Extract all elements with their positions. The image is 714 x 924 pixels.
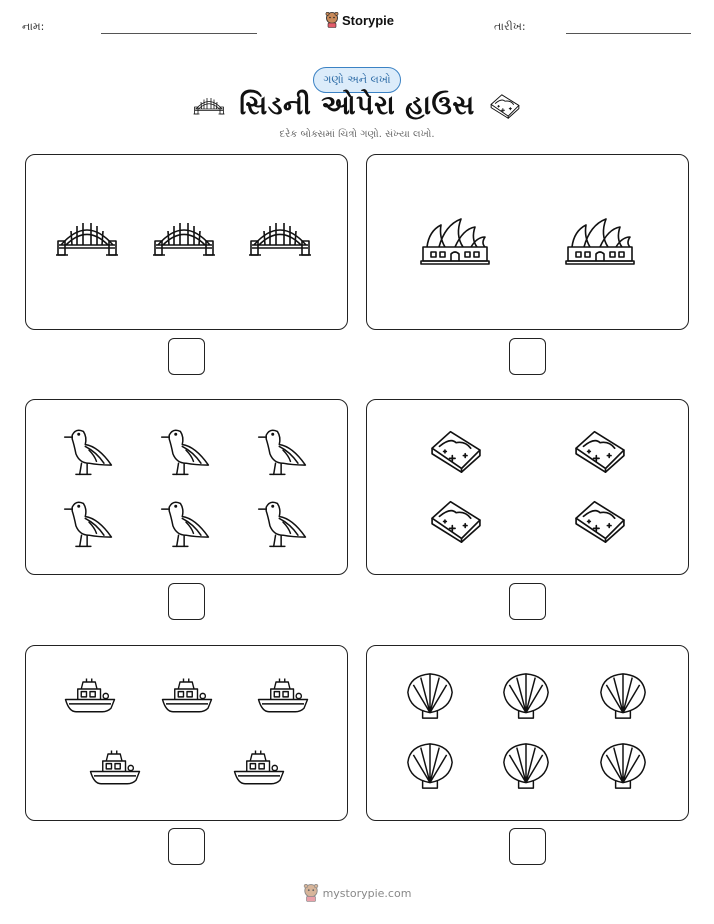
opera-house-icon bbox=[419, 215, 491, 267]
answer-box-seagulls[interactable] bbox=[168, 583, 205, 620]
boat-icon bbox=[255, 676, 311, 716]
opal-gem-icon bbox=[428, 428, 484, 474]
scallop-shell-icon bbox=[404, 742, 456, 790]
storypie-mascot-icon bbox=[325, 12, 339, 28]
page-title: સિડની ઓપેરા હાઉસ bbox=[239, 90, 475, 121]
date-label: તારીખ: bbox=[494, 20, 526, 33]
count-box-bridges bbox=[25, 154, 348, 330]
brand-name: Storypie bbox=[342, 12, 395, 28]
title-row bbox=[0, 90, 714, 122]
name-field[interactable] bbox=[101, 33, 257, 34]
name-label: નામ: bbox=[22, 20, 45, 33]
count-box-shells bbox=[366, 645, 689, 821]
scallop-shell-icon bbox=[500, 742, 552, 790]
seagull-icon bbox=[61, 424, 117, 480]
opera-house-icon bbox=[564, 215, 636, 267]
instruction: દરેક બોક્સમાં ચિત્રો ગણો. સંખ્યા લખો. bbox=[279, 129, 435, 140]
opal-gem-icon bbox=[428, 498, 484, 544]
boat-icon bbox=[159, 676, 215, 716]
boat-icon bbox=[87, 748, 143, 788]
harbour-bridge-icon bbox=[248, 219, 312, 259]
harbour-bridge-icon bbox=[55, 219, 119, 259]
opal-gem-icon bbox=[489, 92, 521, 120]
opal-gem-icon bbox=[572, 498, 628, 544]
footer-url[interactable]: mystorypie.com bbox=[322, 886, 412, 900]
scallop-shell-icon bbox=[597, 742, 649, 790]
answer-box-boats[interactable] bbox=[168, 828, 205, 865]
seagull-icon bbox=[158, 424, 214, 480]
count-box-seagulls bbox=[25, 399, 348, 575]
answer-box-opals[interactable] bbox=[509, 583, 546, 620]
count-box-opals bbox=[366, 399, 689, 575]
answer-box-bridges[interactable] bbox=[168, 338, 205, 375]
seagull-icon bbox=[61, 496, 117, 552]
boat-icon bbox=[231, 748, 287, 788]
scallop-shell-icon bbox=[500, 672, 552, 720]
storypie-mascot-icon bbox=[303, 884, 319, 902]
answer-box-opera-houses[interactable] bbox=[509, 338, 546, 375]
scallop-shell-icon bbox=[597, 672, 649, 720]
answer-box-shells[interactable] bbox=[509, 828, 546, 865]
seagull-icon bbox=[255, 496, 311, 552]
opal-gem-icon bbox=[572, 428, 628, 474]
harbour-bridge-icon bbox=[193, 95, 225, 117]
date-field[interactable] bbox=[566, 33, 691, 34]
count-box-opera-houses bbox=[366, 154, 689, 330]
activity-badge: ગણો અને લખો bbox=[313, 67, 401, 93]
footer bbox=[0, 884, 714, 902]
boat-icon bbox=[62, 676, 118, 716]
brand-logo bbox=[325, 12, 394, 28]
seagull-icon bbox=[158, 496, 214, 552]
harbour-bridge-icon bbox=[152, 219, 216, 259]
seagull-icon bbox=[255, 424, 311, 480]
count-box-boats bbox=[25, 645, 348, 821]
scallop-shell-icon bbox=[404, 672, 456, 720]
